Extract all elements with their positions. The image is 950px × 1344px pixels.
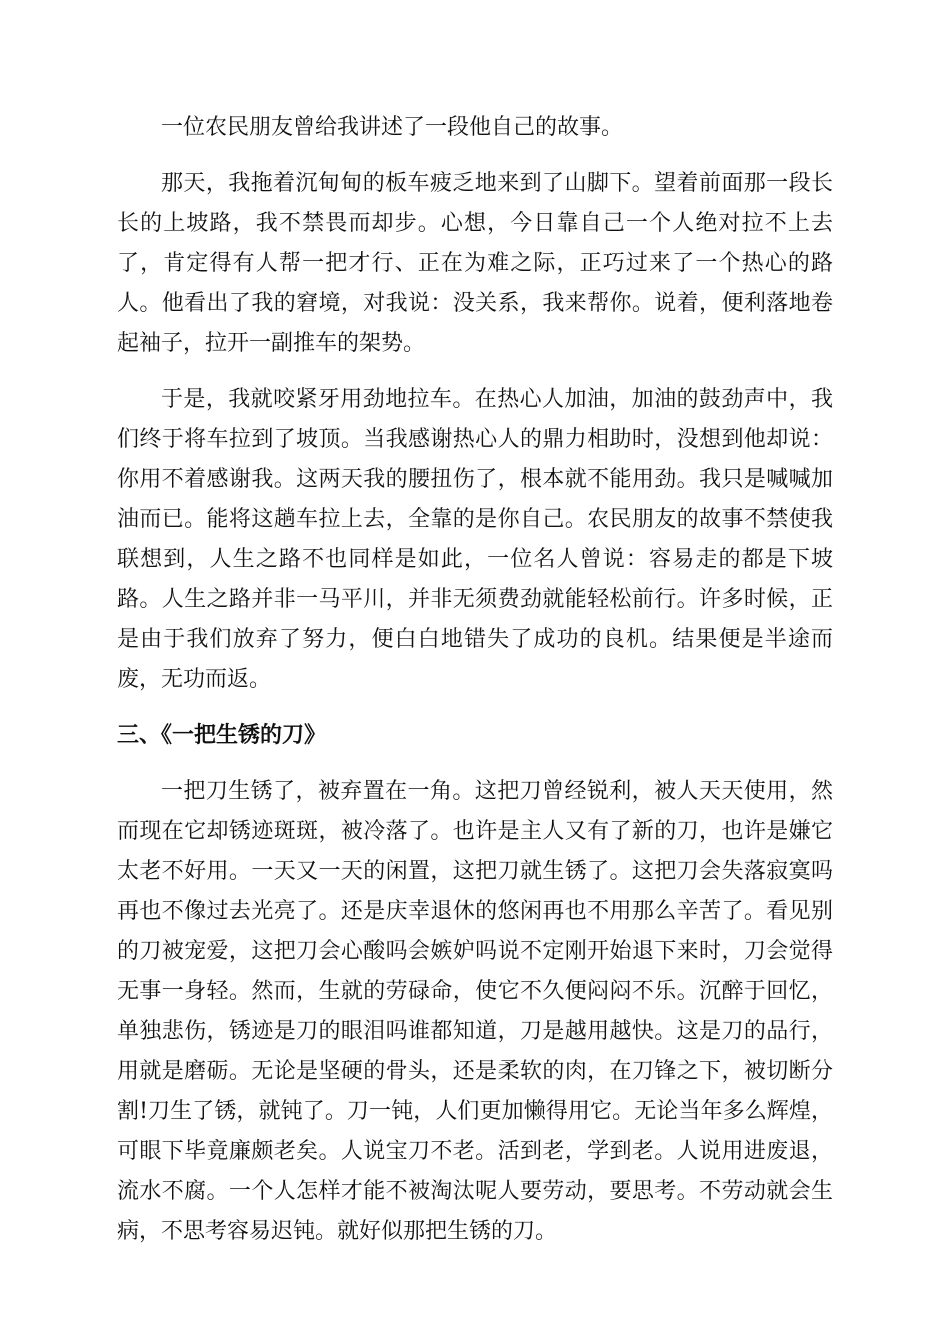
- document-page: [117, 108, 833, 1268]
- paragraph-intro: 一位农民朋友曾给我讲述了一段他自己的故事。: [161, 115, 624, 140]
- paragraph-rusty-knife: 一把刀生锈了，被弃置在一角。这把刀曾经锐利，被人天天使用，然而现在它却锈迹斑斑，被冷落了。也许是主人又有了新的刀，也许是嫌它太老不好用。一天又一天的闲置，这把刀就生锈了。这把刀会失落寂寞吗再也不像过去光亮了。还是庆幸退休的悠闲再也不用那么辛苦了。看见别的刀被宠爱，这把刀会心酸吗会嫉妒吗说不定刚开始退下来时，刀会觉得无事一身轻。然而，生就的劳碌命，使它不久便闷闷不乐。沉醉于回忆，单独悲伤，锈迹是刀的眼泪吗谁都知道，刀是越用越快。这是刀的品行，用就是磨砺。无论是坚硬的骨头，还是柔软的肉，在刀锋之下，被切断分割!刀生了锈，就钝了。刀一钝，人们更加懒得用它。无论当年多么辉煌，可眼下毕竟廉颇老矣。人说宝刀不老。活到老，学到老。人说用进废退，流水不腐。一个人怎样才能不被淘汰呢人要劳动，要思考。不劳动就会生病，不思考容易迟钝。就好似那把生锈的刀。: [117, 779, 833, 1244]
- section-heading: 三、《一把生锈的刀》: [117, 723, 327, 748]
- paragraph-cart-story: 那天，我拖着沉甸甸的板车疲乏地来到了山脚下。望着前面那一段长长的上坡路，我不禁畏而却步。心想，今日靠自己一个人绝对拉不上去了，肯定得有人帮一把才行、正在为难之际，正巧过来了一个热心的路人。他看出了我的窘境，对我说：没关系，我来帮你。说着，便利落地卷起袖子，拉开一副推车的架势。: [117, 171, 833, 356]
- paragraph-reflection: 于是，我就咬紧牙用劲地拉车。在热心人加油，加油的鼓劲声中，我们终于将车拉到了坡顶。当我感谢热心人的鼎力相助时，没想到他却说：你用不着感谢我。这两天我的腰扭伤了，根本就不能用劲。我只是喊喊加油而已。能将这趟车拉上去，全靠的是你自己。农民朋友的故事不禁使我联想到，人生之路不也同样是如此，一位名人曾说：容易走的都是下坡路。人生之路并非一马平川，并非无须费劲就能轻松前行。许多时候，正是由于我们放弃了努力，便白白地错失了成功的良机。结果便是半途而废，无功而返。: [117, 387, 833, 692]
